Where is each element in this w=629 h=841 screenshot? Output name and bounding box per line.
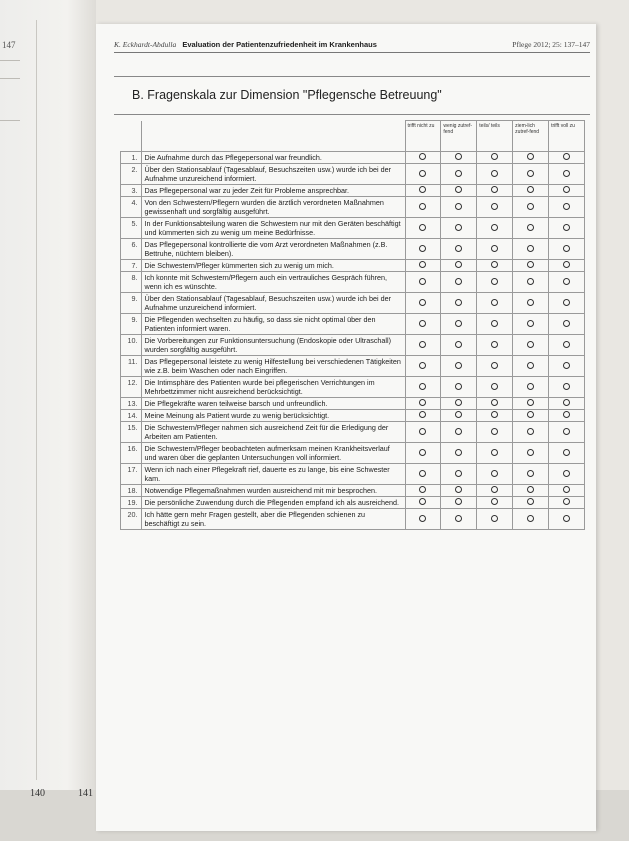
answer-cell bbox=[513, 293, 549, 314]
question-number: 4. bbox=[121, 197, 142, 218]
answer-cell bbox=[405, 197, 441, 218]
answer-radio[interactable] bbox=[527, 299, 534, 306]
answer-radio[interactable] bbox=[491, 399, 498, 406]
answer-cell bbox=[441, 239, 477, 260]
answer-cell bbox=[513, 443, 549, 464]
answer-radio[interactable] bbox=[527, 428, 534, 435]
answer-cell bbox=[477, 422, 513, 443]
answer-radio[interactable] bbox=[419, 278, 426, 285]
answer-cell bbox=[477, 335, 513, 356]
answer-radio[interactable] bbox=[491, 362, 498, 369]
answer-cell bbox=[549, 422, 585, 443]
answer-radio[interactable] bbox=[491, 486, 498, 493]
answer-cell bbox=[513, 272, 549, 293]
answer-radio[interactable] bbox=[563, 411, 570, 418]
answer-cell bbox=[549, 197, 585, 218]
margin-tick bbox=[0, 60, 20, 61]
answer-radio[interactable] bbox=[419, 515, 426, 522]
answer-radio[interactable] bbox=[527, 383, 534, 390]
answer-radio[interactable] bbox=[527, 261, 534, 268]
answer-radio[interactable] bbox=[527, 224, 534, 231]
answer-radio[interactable] bbox=[455, 278, 462, 285]
question-text: Die Aufnahme durch das Pflegepersonal war freundlich. bbox=[141, 152, 405, 164]
question-text: Die Vorbereitungen zur Funktionsuntersuchung (Endoskopie oder Ultraschall) wurden sorgfältig ausgeführt. bbox=[141, 335, 405, 356]
answer-cell bbox=[405, 152, 441, 164]
question-row bbox=[121, 239, 585, 260]
answer-cell bbox=[441, 260, 477, 272]
question-number: 11. bbox=[121, 356, 142, 377]
left-page-ref: 147 bbox=[2, 40, 16, 50]
answer-radio[interactable] bbox=[455, 383, 462, 390]
question-row bbox=[121, 197, 585, 218]
answer-cell bbox=[405, 314, 441, 335]
answer-radio[interactable] bbox=[563, 470, 570, 477]
page-number-left: 140 bbox=[30, 788, 45, 799]
answer-radio[interactable] bbox=[455, 411, 462, 418]
answer-cell bbox=[513, 197, 549, 218]
answer-cell bbox=[549, 464, 585, 485]
answer-cell bbox=[477, 164, 513, 185]
answer-cell bbox=[441, 398, 477, 410]
question-number: 15. bbox=[121, 422, 142, 443]
answer-radio[interactable] bbox=[563, 362, 570, 369]
question-text: Die Schwestern/Pfleger beobachteten aufmerksam meinen Krankheitsverlauf und waren über die geplanten Untersuchungen voll informiert. bbox=[141, 443, 405, 464]
answer-radio[interactable] bbox=[419, 245, 426, 252]
answer-cell bbox=[441, 509, 477, 530]
document-page bbox=[96, 24, 596, 831]
question-row bbox=[121, 272, 585, 293]
answer-cell bbox=[441, 356, 477, 377]
question-number: 6. bbox=[121, 239, 142, 260]
answer-radio[interactable] bbox=[419, 186, 426, 193]
answer-cell bbox=[549, 443, 585, 464]
question-number: 18. bbox=[121, 485, 142, 497]
answer-cell bbox=[441, 497, 477, 509]
answer-radio[interactable] bbox=[527, 153, 534, 160]
answer-cell bbox=[513, 485, 549, 497]
answer-cell bbox=[549, 152, 585, 164]
answer-radio[interactable] bbox=[527, 203, 534, 210]
answer-radio[interactable] bbox=[491, 320, 498, 327]
answer-radio[interactable] bbox=[563, 170, 570, 177]
answer-radio[interactable] bbox=[527, 399, 534, 406]
question-number: 5. bbox=[121, 218, 142, 239]
answer-radio[interactable] bbox=[491, 278, 498, 285]
answer-cell bbox=[549, 164, 585, 185]
scale-header: ziem-lich zutref-fend bbox=[513, 121, 549, 152]
question-number: 17. bbox=[121, 464, 142, 485]
answer-cell bbox=[549, 293, 585, 314]
answer-cell bbox=[441, 377, 477, 398]
answer-cell bbox=[405, 260, 441, 272]
answer-radio[interactable] bbox=[455, 153, 462, 160]
answer-radio[interactable] bbox=[491, 428, 498, 435]
header-authors: K. Eckhardt-Abdulla bbox=[114, 40, 177, 49]
question-row bbox=[121, 185, 585, 197]
question-text: Das Pflegepersonal leistete zu wenig Hilfestellung bei verschiedenen Tätigkeiten wie z.B. beim Waschen oder nach Eingriffen. bbox=[141, 356, 405, 377]
question-text: Die Pflegekräfte waren teilweise barsch und unfreundlich. bbox=[141, 398, 405, 410]
question-number: 20. bbox=[121, 509, 142, 530]
answer-radio[interactable] bbox=[455, 299, 462, 306]
answer-radio[interactable] bbox=[419, 486, 426, 493]
answer-cell bbox=[513, 152, 549, 164]
left-page-edge bbox=[0, 20, 37, 780]
answer-cell bbox=[477, 197, 513, 218]
question-row bbox=[121, 410, 585, 422]
question-row bbox=[121, 377, 585, 398]
answer-radio[interactable] bbox=[527, 320, 534, 327]
answer-radio[interactable] bbox=[563, 186, 570, 193]
scale-header-row bbox=[121, 121, 585, 152]
answer-cell bbox=[549, 410, 585, 422]
answer-cell bbox=[441, 422, 477, 443]
answer-radio[interactable] bbox=[527, 278, 534, 285]
header-title: Evaluation der Patientenzufriedenheit im Krankenhaus bbox=[182, 40, 377, 49]
answer-radio[interactable] bbox=[419, 341, 426, 348]
answer-cell bbox=[549, 272, 585, 293]
header-blank bbox=[121, 121, 142, 152]
answer-radio[interactable] bbox=[491, 153, 498, 160]
question-row bbox=[121, 497, 585, 509]
answer-radio[interactable] bbox=[491, 341, 498, 348]
answer-cell bbox=[405, 356, 441, 377]
answer-cell bbox=[477, 398, 513, 410]
answer-radio[interactable] bbox=[563, 515, 570, 522]
answer-radio[interactable] bbox=[527, 470, 534, 477]
answer-cell bbox=[477, 410, 513, 422]
answer-radio[interactable] bbox=[527, 411, 534, 418]
answer-radio[interactable] bbox=[455, 261, 462, 268]
answer-radio[interactable] bbox=[527, 245, 534, 252]
question-row bbox=[121, 356, 585, 377]
answer-radio[interactable] bbox=[491, 261, 498, 268]
answer-radio[interactable] bbox=[563, 299, 570, 306]
answer-radio[interactable] bbox=[563, 245, 570, 252]
answer-radio[interactable] bbox=[563, 153, 570, 160]
question-row bbox=[121, 509, 585, 530]
answer-cell bbox=[477, 218, 513, 239]
answer-radio[interactable] bbox=[455, 186, 462, 193]
answer-cell bbox=[477, 377, 513, 398]
answer-radio[interactable] bbox=[419, 498, 426, 505]
answer-cell bbox=[549, 218, 585, 239]
answer-cell bbox=[405, 422, 441, 443]
question-number: 2. bbox=[121, 164, 142, 185]
answer-cell bbox=[513, 239, 549, 260]
answer-radio[interactable] bbox=[419, 203, 426, 210]
question-text: Über den Stationsablauf (Tagesablauf, Besuchszeiten usw.) wurde ich bei der Aufnahme unzureichend informiert. bbox=[141, 164, 405, 185]
answer-cell bbox=[405, 410, 441, 422]
answer-cell bbox=[477, 485, 513, 497]
question-row bbox=[121, 398, 585, 410]
margin-tick bbox=[0, 78, 20, 79]
answer-radio[interactable] bbox=[491, 498, 498, 505]
answer-radio[interactable] bbox=[527, 498, 534, 505]
question-number: 8. bbox=[121, 272, 142, 293]
scale-header: trifft nicht zu bbox=[405, 121, 441, 152]
answer-cell bbox=[513, 422, 549, 443]
answer-radio[interactable] bbox=[455, 341, 462, 348]
answer-radio[interactable] bbox=[419, 170, 426, 177]
answer-cell bbox=[441, 293, 477, 314]
answer-radio[interactable] bbox=[419, 224, 426, 231]
answer-radio[interactable] bbox=[563, 320, 570, 327]
answer-cell bbox=[441, 464, 477, 485]
question-text: Von den Schwestern/Pflegern wurden die ärztlich verordneten Maßnahmen gewissenhaft und sorgfältig ausgeführt. bbox=[141, 197, 405, 218]
question-text: Notwendige Pflegemaßnahmen wurden ausreichend mit mir besprochen. bbox=[141, 485, 405, 497]
answer-radio[interactable] bbox=[563, 224, 570, 231]
answer-cell bbox=[405, 272, 441, 293]
running-header bbox=[114, 40, 590, 53]
question-row bbox=[121, 485, 585, 497]
question-row bbox=[121, 293, 585, 314]
answer-cell bbox=[477, 293, 513, 314]
left-page bbox=[0, 0, 96, 841]
answer-cell bbox=[477, 152, 513, 164]
answer-radio[interactable] bbox=[455, 449, 462, 456]
answer-cell bbox=[513, 260, 549, 272]
answer-radio[interactable] bbox=[455, 486, 462, 493]
scale-header: trifft voll zu bbox=[549, 121, 585, 152]
answer-radio[interactable] bbox=[491, 203, 498, 210]
answer-cell bbox=[405, 335, 441, 356]
answer-radio[interactable] bbox=[563, 203, 570, 210]
answer-radio[interactable] bbox=[527, 341, 534, 348]
answer-cell bbox=[405, 497, 441, 509]
answer-cell bbox=[477, 185, 513, 197]
answer-radio[interactable] bbox=[419, 299, 426, 306]
answer-cell bbox=[405, 377, 441, 398]
answer-cell bbox=[549, 497, 585, 509]
answer-radio[interactable] bbox=[563, 383, 570, 390]
question-number: 3. bbox=[121, 185, 142, 197]
answer-cell bbox=[477, 314, 513, 335]
answer-cell bbox=[441, 335, 477, 356]
answer-radio[interactable] bbox=[455, 470, 462, 477]
answer-radio[interactable] bbox=[419, 399, 426, 406]
answer-cell bbox=[513, 497, 549, 509]
answer-cell bbox=[549, 356, 585, 377]
answer-cell bbox=[405, 293, 441, 314]
question-row bbox=[121, 314, 585, 335]
answer-cell bbox=[513, 335, 549, 356]
question-number: 1. bbox=[121, 152, 142, 164]
answer-radio[interactable] bbox=[419, 411, 426, 418]
answer-cell bbox=[441, 314, 477, 335]
answer-cell bbox=[441, 152, 477, 164]
answer-cell bbox=[549, 260, 585, 272]
answer-cell bbox=[477, 443, 513, 464]
answer-cell bbox=[441, 185, 477, 197]
question-text: Die Intimsphäre des Patienten wurde bei pflegerischen Verrichtungen im Mehrbettzimmer nicht ausreichend berücksichtigt. bbox=[141, 377, 405, 398]
header-citation: Pflege 2012; 25: 137–147 bbox=[512, 40, 590, 49]
answer-radio[interactable] bbox=[455, 399, 462, 406]
answer-cell bbox=[477, 497, 513, 509]
divider bbox=[114, 114, 590, 115]
answer-radio[interactable] bbox=[455, 320, 462, 327]
question-number: 7. bbox=[121, 260, 142, 272]
answer-cell bbox=[405, 443, 441, 464]
answer-radio[interactable] bbox=[455, 498, 462, 505]
answer-radio[interactable] bbox=[455, 515, 462, 522]
question-table bbox=[120, 120, 585, 530]
question-text: Die Pflegenden wechselten zu häufig, so dass sie nicht optimal über den Patienten informiert waren. bbox=[141, 314, 405, 335]
answer-cell bbox=[441, 443, 477, 464]
answer-radio[interactable] bbox=[563, 486, 570, 493]
answer-radio[interactable] bbox=[563, 341, 570, 348]
answer-radio[interactable] bbox=[527, 515, 534, 522]
question-text: In der Funktionsabteilung waren die Schwestern nur mit den Geräten beschäftigt und kümmerten sich zu wenig um meine Bedürfnisse. bbox=[141, 218, 405, 239]
answer-cell bbox=[405, 464, 441, 485]
answer-cell bbox=[441, 272, 477, 293]
answer-cell bbox=[477, 509, 513, 530]
question-number: 13. bbox=[121, 398, 142, 410]
question-row bbox=[121, 464, 585, 485]
answer-cell bbox=[477, 239, 513, 260]
answer-radio[interactable] bbox=[419, 383, 426, 390]
answer-cell bbox=[441, 485, 477, 497]
question-number: 12. bbox=[121, 377, 142, 398]
answer-cell bbox=[405, 185, 441, 197]
question-text: Das Pflegepersonal war zu jeder Zeit für Probleme ansprechbar. bbox=[141, 185, 405, 197]
header-blank bbox=[141, 121, 405, 152]
answer-cell bbox=[513, 314, 549, 335]
answer-cell bbox=[513, 377, 549, 398]
answer-cell bbox=[513, 185, 549, 197]
question-text: Ich hätte gern mehr Fragen gestellt, aber die Pflegenden schienen zu beschäftigt zu sein. bbox=[141, 509, 405, 530]
answer-cell bbox=[549, 509, 585, 530]
answer-cell bbox=[405, 164, 441, 185]
answer-cell bbox=[405, 218, 441, 239]
question-number: 19. bbox=[121, 497, 142, 509]
answer-radio[interactable] bbox=[419, 261, 426, 268]
answer-cell bbox=[513, 410, 549, 422]
answer-radio[interactable] bbox=[419, 428, 426, 435]
answer-cell bbox=[513, 509, 549, 530]
question-text: Wenn ich nach einer Pflegekraft rief, dauerte es zu lange, bis eine Schwester kam. bbox=[141, 464, 405, 485]
answer-radio[interactable] bbox=[455, 224, 462, 231]
answer-cell bbox=[477, 356, 513, 377]
question-text: Das Pflegepersonal kontrollierte die vom Arzt verordneten Maßnahmen (z.B. Bettruhe, nüchtern bleiben). bbox=[141, 239, 405, 260]
answer-cell bbox=[549, 398, 585, 410]
answer-radio[interactable] bbox=[527, 449, 534, 456]
answer-radio[interactable] bbox=[491, 186, 498, 193]
answer-radio[interactable] bbox=[563, 261, 570, 268]
question-row bbox=[121, 164, 585, 185]
answer-cell bbox=[549, 239, 585, 260]
answer-radio[interactable] bbox=[527, 186, 534, 193]
answer-cell bbox=[477, 260, 513, 272]
answer-radio[interactable] bbox=[455, 203, 462, 210]
answer-radio[interactable] bbox=[491, 515, 498, 522]
answer-radio[interactable] bbox=[563, 399, 570, 406]
answer-cell bbox=[549, 335, 585, 356]
section-title: B. Fragenskala zur Dimension "Pflegensche Betreuung" bbox=[132, 88, 442, 102]
question-row bbox=[121, 218, 585, 239]
question-text: Die persönliche Zuwendung durch die Pflegenden empfand ich als ausreichend. bbox=[141, 497, 405, 509]
answer-cell bbox=[477, 464, 513, 485]
scale-header: wenig zutref-fend bbox=[441, 121, 477, 152]
answer-cell bbox=[405, 239, 441, 260]
question-text: Meine Meinung als Patient wurde zu wenig berücksichtigt. bbox=[141, 410, 405, 422]
question-row bbox=[121, 443, 585, 464]
question-row bbox=[121, 260, 585, 272]
answer-cell bbox=[405, 509, 441, 530]
answer-cell bbox=[549, 377, 585, 398]
question-number: 9. bbox=[121, 314, 142, 335]
answer-cell bbox=[513, 164, 549, 185]
answer-cell bbox=[441, 164, 477, 185]
margin-tick bbox=[0, 120, 20, 121]
answer-radio[interactable] bbox=[419, 362, 426, 369]
scale-header: teils/ teils bbox=[477, 121, 513, 152]
answer-cell bbox=[441, 218, 477, 239]
answer-radio[interactable] bbox=[419, 449, 426, 456]
answer-radio[interactable] bbox=[419, 153, 426, 160]
answer-cell bbox=[405, 485, 441, 497]
question-text: Ich konnte mit Schwestern/Pflegern auch ein vertrauliches Gespräch führen, wenn ich es wünschte. bbox=[141, 272, 405, 293]
question-number: 10. bbox=[121, 335, 142, 356]
answer-cell bbox=[549, 314, 585, 335]
answer-cell bbox=[441, 410, 477, 422]
answer-radio[interactable] bbox=[491, 383, 498, 390]
divider bbox=[114, 76, 590, 77]
answer-radio[interactable] bbox=[419, 470, 426, 477]
answer-radio[interactable] bbox=[563, 428, 570, 435]
question-number: 9. bbox=[121, 293, 142, 314]
answer-cell bbox=[513, 398, 549, 410]
question-number: 16. bbox=[121, 443, 142, 464]
question-row bbox=[121, 335, 585, 356]
answer-radio[interactable] bbox=[527, 362, 534, 369]
answer-radio[interactable] bbox=[491, 470, 498, 477]
answer-cell bbox=[513, 218, 549, 239]
answer-radio[interactable] bbox=[491, 411, 498, 418]
answer-cell bbox=[549, 185, 585, 197]
answer-radio[interactable] bbox=[491, 224, 498, 231]
answer-radio[interactable] bbox=[563, 498, 570, 505]
answer-radio[interactable] bbox=[491, 449, 498, 456]
page-number-right: 141 bbox=[78, 788, 93, 799]
answer-radio[interactable] bbox=[419, 320, 426, 327]
answer-cell bbox=[477, 272, 513, 293]
answer-radio[interactable] bbox=[455, 170, 462, 177]
question-text: Die Schwestern/Pfleger kümmerten sich zu wenig um mich. bbox=[141, 260, 405, 272]
question-row bbox=[121, 152, 585, 164]
answer-radio[interactable] bbox=[491, 170, 498, 177]
answer-radio[interactable] bbox=[563, 278, 570, 285]
answer-cell bbox=[549, 485, 585, 497]
answer-radio[interactable] bbox=[455, 428, 462, 435]
answer-cell bbox=[513, 464, 549, 485]
question-row bbox=[121, 422, 585, 443]
answer-radio[interactable] bbox=[455, 245, 462, 252]
answer-radio[interactable] bbox=[527, 170, 534, 177]
answer-radio[interactable] bbox=[455, 362, 462, 369]
answer-radio[interactable] bbox=[491, 299, 498, 306]
answer-radio[interactable] bbox=[491, 245, 498, 252]
question-text: Über den Stationsablauf (Tagesablauf, Besuchszeiten usw.) wurde ich bei der Aufnahme unzureichend informiert. bbox=[141, 293, 405, 314]
answer-cell bbox=[513, 356, 549, 377]
answer-cell bbox=[441, 197, 477, 218]
answer-cell bbox=[405, 398, 441, 410]
answer-radio[interactable] bbox=[527, 486, 534, 493]
question-number: 14. bbox=[121, 410, 142, 422]
question-text: Die Schwestern/Pfleger nahmen sich ausreichend Zeit für die Erledigung der Arbeiten am Patienten. bbox=[141, 422, 405, 443]
answer-radio[interactable] bbox=[563, 449, 570, 456]
